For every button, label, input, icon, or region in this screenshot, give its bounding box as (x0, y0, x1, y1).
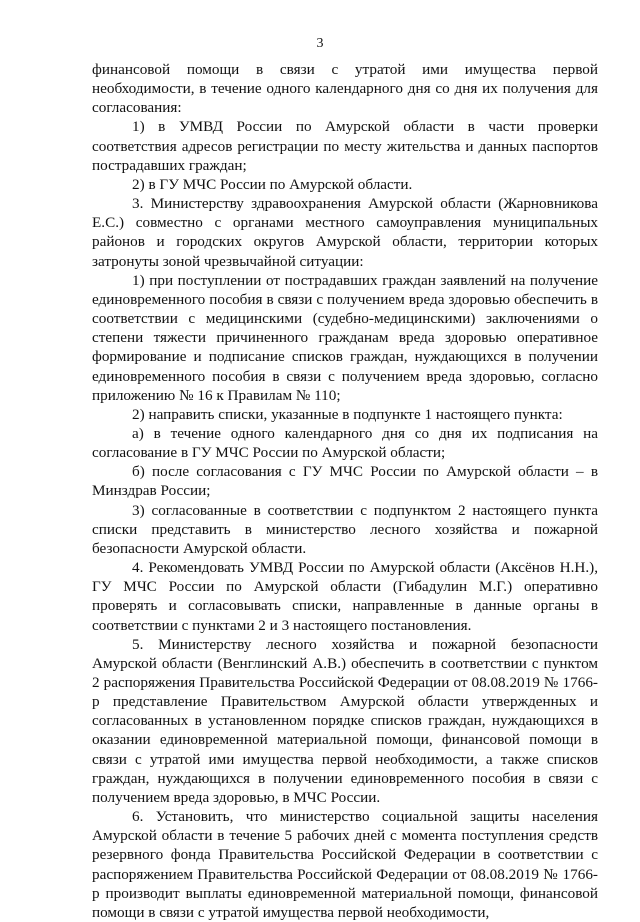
paragraph-subitem-2: 2) в ГУ МЧС России по Амурской области. (132, 175, 413, 193)
paragraph-item-6: 6. Установить, что министерство социальной защиты населения Амурской области в течение 5 рабочих дней с момента поступления средств резервного фонда Правительства Российской Федерации в соответствии с распоряжением Правительства Российской Федерации от 08.08.2019 № 1766-р производит выплаты единовременной материальной помощи, финансовой помощи в связи с утратой имущества первой необходимости, (92, 808, 598, 921)
document-body (92, 60, 598, 922)
paragraph-item-3-sub-2: 2) направить списки, указанные в подпункте 1 настоящего пункта: (132, 405, 563, 423)
paragraph-item-3: 3. Министерству здравоохранения Амурской области (Жарновникова Е.С.) совместно с органами местного самоуправления муниципальных районов и городских округов Амурской области, территории которых затронуты зоной чрезвычайной ситуации: (92, 195, 598, 270)
paragraph-item-5: 5. Министерству лесного хозяйства и пожарной безопасности Амурской области (Венглинский А.В.) обеспечить в соответствии с пунктом 2 распоряжения Правительства Российской Федерации от 08.08.2019 № 1766-р представление Правительством Амурской области утвержденных и согласованных в установленном порядке списков граждан, нуждающихся в оказании единовременной материальной помощи, финансовой помощи в связи с утратой ими имущества первой необходимости, а также списков граждан, нуждающихся в получении единовременного пособия в связи с получением вреда здоровью, в МЧС России. (92, 635, 598, 806)
page-number: 3 (316, 36, 324, 51)
paragraph-item-4: 4. Рекомендовать УМВД России по Амурской области (Аксёнов Н.Н.), ГУ МЧС России по Амурской области (Гибадулин М.Г.) оперативно проверять и согласовывать списки, направленные в данные органы в соответствии с пунктами 2 и 3 настоящего постановления. (92, 559, 598, 634)
paragraph-subitem-1: 1) в УМВД России по Амурской области в части проверки соответствия адресов регистрации по месту жительства и данных паспортов пострадавших граждан; (92, 118, 598, 174)
paragraph-item-3-sub-2a: а) в течение одного календарного дня со дня их подписания на согласование в ГУ МЧС России по Амурской области; (92, 424, 598, 462)
paragraph-continuation: финансовой помощи в связи с утратой ими имущества первой необходимости, в течение одного календарного дня со дня их получения для согласования: (92, 61, 598, 117)
paragraph-item-3-sub-2b: б) после согласования с ГУ МЧС России по Амурской области – в Минздрав России; (92, 463, 598, 500)
paragraph-item-3-sub-3: 3) согласованные в соответствии с подпунктом 2 настоящего пункта списки представить в министерство лесного хозяйства и пожарной безопасности Амурской области. (92, 501, 598, 557)
paragraph-item-3-sub-1: 1) при поступлении от пострадавших граждан заявлений на получение единовременного пособия в связи с получением вреда здоровью обеспечить в соответствии с медицинскими (судебно-медицинскими) заключениями о степени тяжести причиненного гражданам вреда здоровью оперативное формирование и подписание списков граждан, нуждающихся в получении единовременного пособия в связи с получением вреда здоровью, согласно приложению № 16 к Правилам № 110; (92, 271, 598, 404)
